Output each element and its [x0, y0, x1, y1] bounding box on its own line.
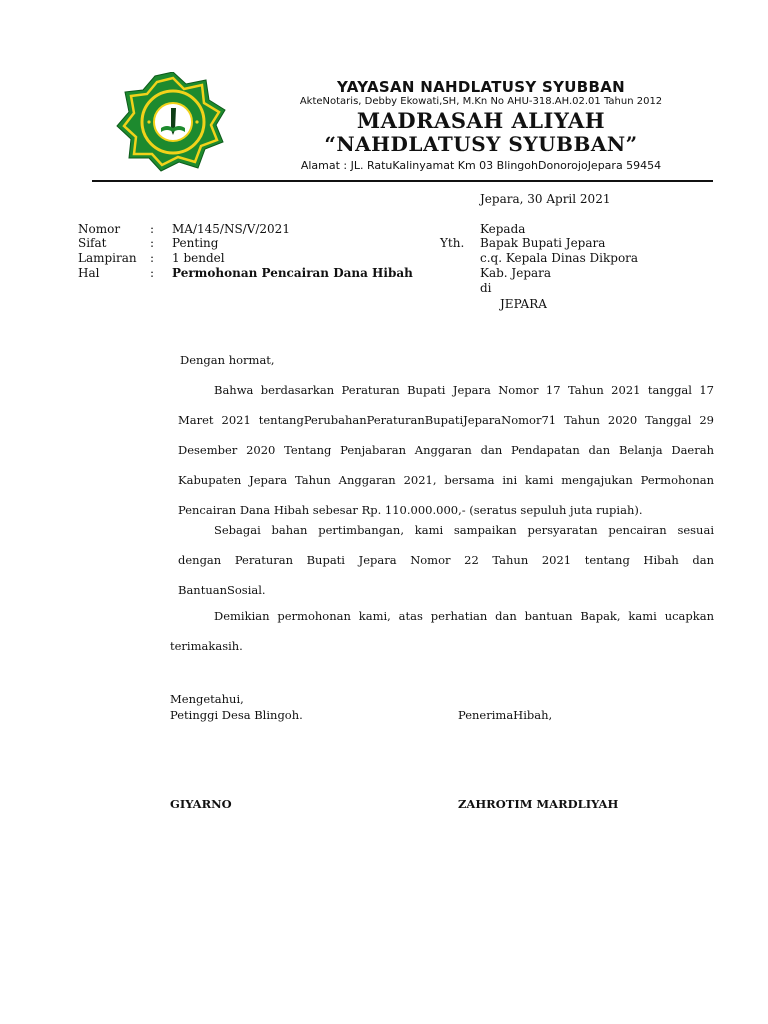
colon: : [150, 251, 155, 265]
paragraph-line: BantuanSosial. [178, 583, 266, 597]
acknowledge-label: Mengetahui, [170, 692, 244, 706]
right-signatory-name: ZAHROTIM MARDLIYAH [458, 797, 619, 811]
lampiran-label: Lampiran [78, 251, 137, 265]
nomor-label: Nomor [78, 222, 121, 236]
nomor-value: MA/145/NS/V/2021 [172, 222, 290, 236]
colon: : [150, 222, 155, 236]
recipient-di: di [480, 281, 492, 295]
paragraph-2 [178, 515, 714, 605]
foundation-name: YAYASAN NAHDLATUSY SYUBBAN [337, 78, 625, 96]
hal-value: Permohonan Pencairan Dana Hibah [172, 266, 413, 280]
recipient-to: Kepada [480, 222, 526, 236]
colon: : [150, 266, 155, 280]
letterhead-divider [92, 180, 713, 182]
school-logo-emblem [106, 72, 240, 172]
recipient-kab: Kab. Jepara [480, 266, 552, 280]
paragraph-line: Kabupaten Jepara Tahun Anggaran 2021, bersama ini kami mengajukan Permohonan [178, 473, 714, 487]
paragraph-line: Sebagai bahan pertimbangan, kami sampaikan persyaratan pencairan sesuai [214, 523, 714, 537]
letter-date: Jepara, 30 April 2021 [480, 192, 611, 206]
paragraph-3 [170, 601, 714, 661]
hal-label: Hal [78, 266, 100, 280]
recipient-city: JEPARA [500, 297, 547, 311]
star-dots-icon [195, 120, 198, 123]
sifat-label: Sifat [78, 236, 107, 250]
recipient-yth: Yth. [440, 236, 465, 250]
greeting: Dengan hormat, [180, 353, 275, 367]
school-name: “NAHDLATUSY SYUBBAN” [324, 132, 638, 156]
paragraph-line: terimakasih. [170, 639, 243, 653]
recipient-name: Bapak Bupati Jepara [480, 236, 606, 250]
paragraph-line: Pencairan Dana Hibah sebesar Rp. 110.000.000,- (seratus sepuluh juta rupiah). [178, 503, 643, 517]
notary-deed: AkteNotaris, Debby Ekowati,SH, M.Kn No AHU-318.AH.02.01 Tahun 2012 [299, 96, 663, 107]
left-signatory-title: Petinggi Desa Blingoh. [170, 708, 303, 722]
paragraph-line: Demikian permohonan kami, atas perhatian dan bantuan Bapak, kami ucapkan [214, 609, 714, 623]
paragraph-line: Desember 2020 Tentang Penjabaran Anggaran dan Pendapatan dan Belanja Daerah [178, 443, 714, 457]
lampiran-value: 1 bendel [172, 251, 225, 265]
paragraph-1 [178, 375, 714, 525]
paragraph-line: Maret 2021 tentangPerubahanPeraturanBupatiJeparaNomor71 Tahun 2020 Tanggal 29 [178, 413, 714, 427]
paragraph-line: Bahwa berdasarkan Peraturan Bupati Jepara Nomor 17 Tahun 2021 tanggal 17 [214, 383, 714, 397]
school-address: Alamat : JL. RatuKalinyamat Km 03 BlingohDonorojoJepara 59454 [300, 159, 662, 172]
recipient-cq: c.q. Kepala Dinas Dikpora [480, 251, 639, 265]
left-signatory-name: GIYARNO [170, 797, 232, 811]
paragraph-line: dengan Peraturan Bupati Jepara Nomor 22 Tahun 2021 tentang Hibah dan [178, 553, 714, 567]
colon: : [150, 236, 155, 250]
sifat-value: Penting [172, 236, 219, 250]
star-dots-icon [147, 120, 150, 123]
school-type: MADRASAH ALIYAH [356, 108, 606, 133]
right-signatory-title: PenerimaHibah, [458, 708, 553, 722]
